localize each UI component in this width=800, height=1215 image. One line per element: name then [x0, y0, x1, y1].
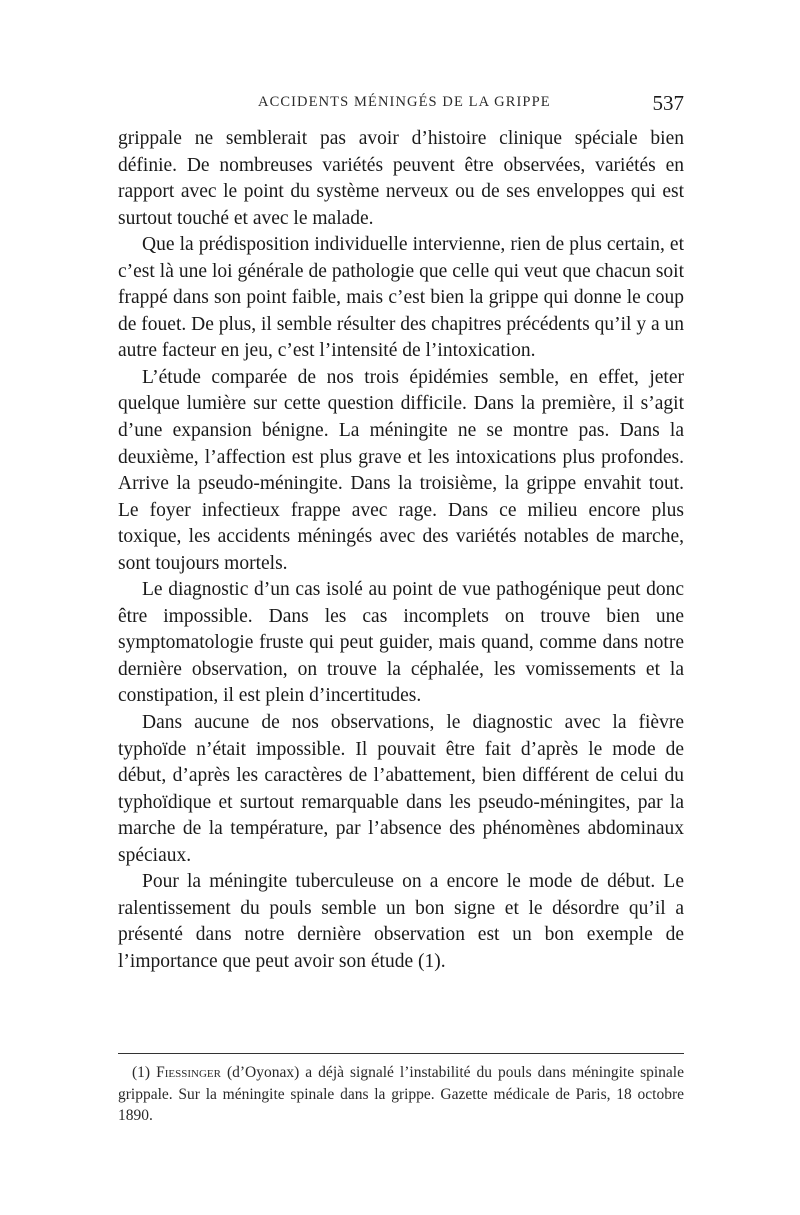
footnote-author: Fiessinger [156, 1064, 221, 1081]
page-number: 537 [652, 91, 684, 115]
footnote-marker: (1) [132, 1064, 151, 1081]
footnote-text: (d’Oyonax) a déjà signalé l’instabilité du pouls dans méningite spinale grippale. Sur la méningite spinale dans la grippe. Gazette médicale de Paris, 18 octobre 1890. [118, 1064, 684, 1124]
footnote [118, 1062, 684, 1127]
paragraph-diagnosis: Le diagnostic d’un cas isolé au point de vue pathogénique peut donc être impossible. Dans les cas incomplets on trouve bien une symptomatologie fruste qui peut guider, mais quand, comme dans notre dernière observation, on trouve la céphalée, les vomissements et la constipation, il est plein d’incertitudes. [118, 579, 684, 707]
running-title: ACCIDENTS MÉNINGÉS DE LA GRIPPE [258, 94, 551, 110]
page-header [118, 91, 684, 120]
paragraph-continuation: grippale ne semblerait pas avoir d’histoire clinique spéciale bien définie. De nombreuses variétés peuvent être observées, variétés en rapport avec le point du système nerveux ou de ses enveloppes qui est surtout touché et avec le malade. [118, 128, 684, 229]
paragraph-tuberculous: Pour la méningite tuberculeuse on a encore le mode de début. Le ralentissement du pouls semble un bon signe et le désordre qu’il a présenté dans notre dernière observation est un bon exemple de l’importance que peut avoir son étude (1). [118, 871, 684, 972]
body-text [118, 126, 684, 976]
paragraph-predisposition: Que la prédisposition individuelle intervienne, rien de plus certain, et c’est là une loi générale de pathologie que celle qui veut que chacun soit frappé dans son point faible, mais c’est bien la grippe qui donne le coup de fouet. De plus, il semble résulter des chapitres précédents qu’il y a un autre facteur en jeu, c’est l’intensité de l’intoxication. [118, 234, 684, 362]
footnote-divider [118, 1053, 684, 1054]
paragraph-typhoid: Dans aucune de nos observations, le diagnostic avec la fièvre typhoïde n’était impossible. Il pouvait être fait d’après le mode de début, d’après les caractères de l’abattement, bien différent de celui du typhoïdique et surtout remarquable dans les pseudo-méningites, par la marche de la température, par l’absence des phénomènes abdominaux spéciaux. [118, 712, 684, 866]
paragraph-epidemics: L’étude comparée de nos trois épidémies semble, en effet, jeter quelque lumière sur cette question difficile. Dans la première, il s’agit d’une expansion bénigne. La méningite ne se montre pas. Dans la deuxième, l’affection est plus grave et les intoxications plus profondes. Arrive la pseudo-méningite. Dans la troisième, la grippe envahit tout. Le foyer infectieux frappe avec rage. Dans ce milieu encore plus toxique, les accidents méningés avec des variétés notables de marche, sont toujours mortels. [118, 366, 684, 574]
